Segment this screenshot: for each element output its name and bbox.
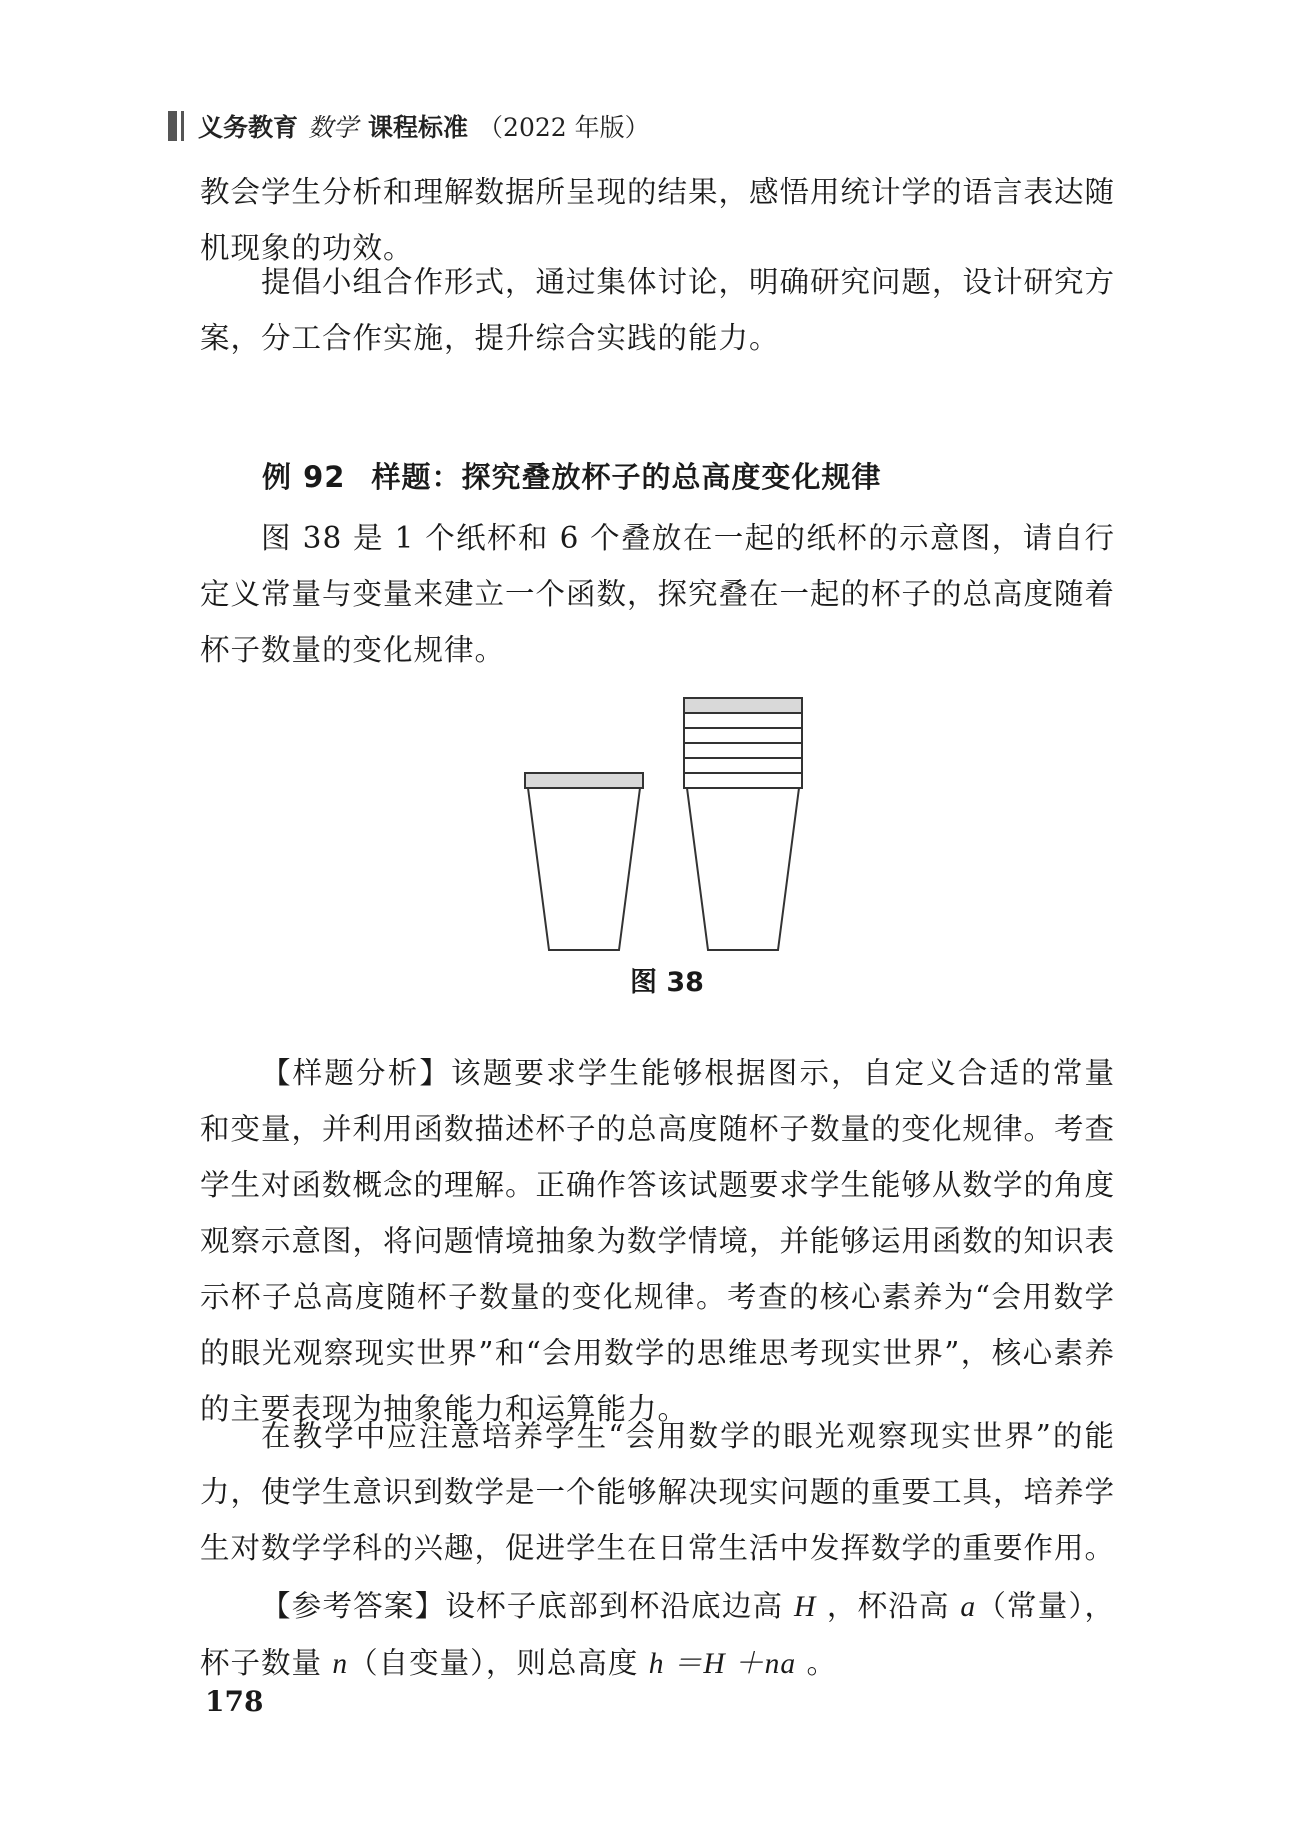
paragraph-2: 提倡小组合作形式，通过集体讨论，明确研究问题，设计研究方案，分工合作实施，提升综合实践的能力。: [200, 265, 1116, 355]
cup-rim: [684, 698, 802, 713]
cup-rim: [525, 773, 643, 788]
running-header: [168, 108, 650, 144]
paragraph-1: 教会学生分析和理解数据所呈现的结果，感悟用统计学的语言表达随机现象的功效。: [200, 175, 1116, 265]
header-year: （2022 年版）: [478, 113, 650, 142]
example-number: 例 92: [262, 460, 346, 494]
header-title-italic: 数学: [308, 113, 359, 142]
example-heading: [262, 455, 881, 496]
answer-text-4: （自变量），则总高度: [348, 1646, 649, 1680]
cup-rim: [684, 773, 802, 788]
answer-text-1: 设杯子底部到杯沿底边高: [445, 1589, 794, 1623]
answer-var-n: n: [332, 1648, 349, 1680]
cup-rim: [684, 728, 802, 743]
page-number: 178: [205, 1685, 264, 1718]
cup-rim: [684, 713, 802, 728]
answer-var-a: a: [960, 1591, 977, 1623]
cup-body: [687, 788, 799, 950]
answer-label: 【参考答案】: [261, 1589, 446, 1623]
header-title-part1: 义务教育: [198, 113, 299, 142]
cup-body: [528, 788, 640, 950]
single-cup: [525, 773, 643, 950]
answer-text-3: （常量），杯子数量: [200, 1589, 1115, 1680]
analysis-text: 该题要求学生能够根据图示，自定义合适的常量和变量，并利用函数描述杯子的总高度随杯子数量的变化规律。考查学生对函数概念的理解。正确作答该试题要求学生能够从数学的角度观察示意图，将问题情境抽象为数学情境，并能够运用函数的知识表示杯子总高度随杯子数量的变化规律。考查的核心素养为“会用数学的眼光观察现实世界”和“会用数学的思维思考现实世界”，核心素养的主要表现为抽象能力和运算能力。: [200, 1056, 1116, 1426]
answer-text-5: 。: [796, 1646, 837, 1680]
header-title-part2: 课程标准: [368, 113, 469, 142]
example-body: 图 38 是 1 个纸杯和 6 个叠放在一起的纸杯的示意图，请自行定义常量与变量来建立一个函数，探究叠在一起的杯子的总高度随着杯子数量的变化规律。: [200, 521, 1116, 667]
header-bar-mark: [168, 111, 184, 141]
figure-caption: 图 38: [630, 967, 704, 998]
cup-rim: [684, 743, 802, 758]
answer-text-2: ，杯沿高: [816, 1589, 961, 1623]
analysis-label: 【样题分析】: [261, 1056, 452, 1090]
answer-var-H: H: [793, 1591, 817, 1623]
answer-formula: h ＝H ＋na: [648, 1648, 797, 1680]
answer-paragraph: [200, 1578, 1115, 1692]
example-title: 样题：探究叠放杯子的总高度变化规律: [371, 460, 882, 494]
cup-diagram: [510, 665, 810, 955]
stacked-cups: [684, 698, 802, 950]
analysis-paragraph: [200, 1045, 1115, 1437]
teaching-paragraph: 在教学中应注意培养学生“会用数学的眼光观察现实世界”的能力，使学生意识到数学是一个能够解决现实问题的重要工具，培养学生对数学学科的兴趣，促进学生在日常生活中发挥数学的重要作用。: [200, 1419, 1116, 1565]
cup-rim: [684, 758, 802, 773]
